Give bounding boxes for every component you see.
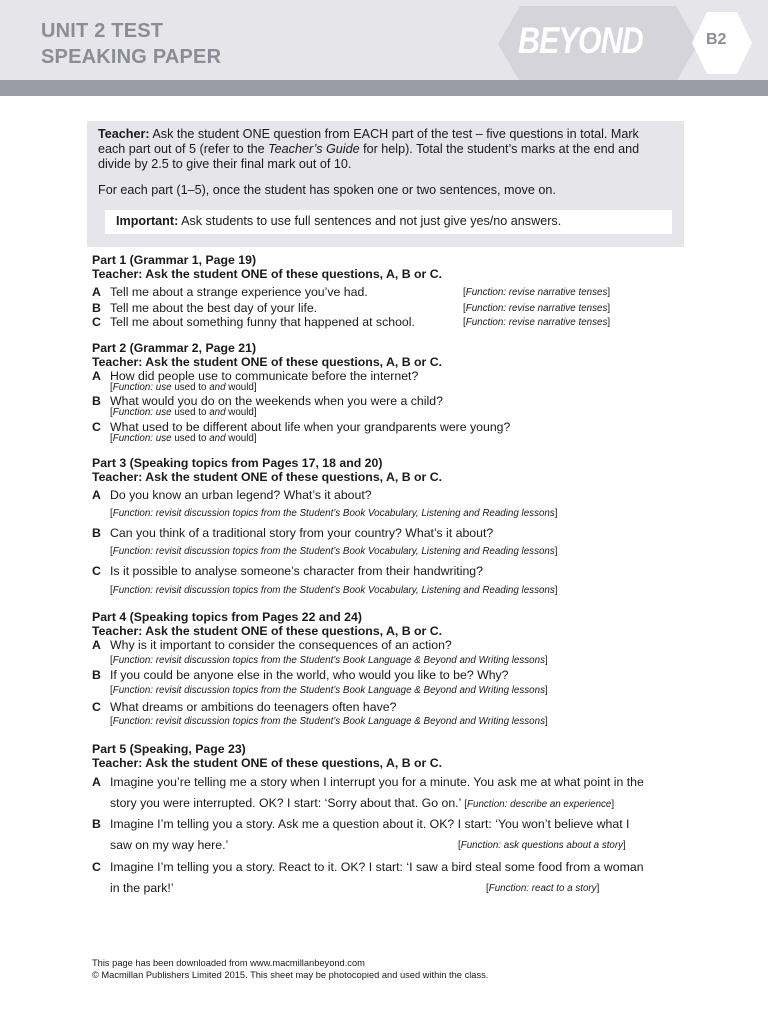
level-badge: B2 [706, 31, 727, 48]
page-header [0, 0, 768, 80]
function-note: [Function: use used to and would] [110, 407, 257, 418]
part-3-instruction: Teacher: Ask the student ONE of these questions, A, B or C. [92, 470, 443, 484]
title-line-1: UNIT 2 TEST [41, 20, 164, 42]
function-note: [Function: revisit discussion topics from the Student’s Book Language & Beyond and Writing lessons] [110, 685, 548, 696]
function-note: [Function: revise narrative tenses] [463, 317, 611, 328]
part-4-heading: Part 4 (Speaking topics from Pages 22 and 24) [92, 610, 362, 624]
header-band [0, 80, 768, 96]
function-note: [Function: revisit discussion topics from the Student’s Book Vocabulary, Listening and Reading lessons] [110, 546, 558, 557]
part-1-heading: Part 1 (Grammar 1, Page 19) [92, 253, 257, 267]
function-note: [Function: revisit discussion topics from the Student’s Book Language & Beyond and Writing lessons] [110, 716, 548, 727]
part-2-instruction: Teacher: Ask the student ONE of these questions, A, B or C. [92, 355, 443, 369]
function-note: [Function: use used to and would] [110, 382, 257, 393]
function-note: [Function: revise narrative tenses] [463, 287, 611, 298]
function-note: [Function: use used to and would] [110, 433, 257, 444]
part-5-heading: Part 5 (Speaking, Page 23) [92, 742, 246, 756]
teacher-instructions-box [87, 121, 684, 247]
function-note: [Function: revisit discussion topics from the Student’s Book Vocabulary, Listening and Reading lessons] [110, 508, 558, 519]
part-4-instruction: Teacher: Ask the student ONE of these questions, A, B or C. [92, 624, 443, 638]
function-note: [Function: revisit discussion topics from the Student’s Book Language & Beyond and Writing lessons] [110, 655, 548, 666]
function-note: [Function: ask questions about a story] [458, 840, 626, 851]
title-line-2: SPEAKING PAPER [41, 46, 222, 68]
part-1-instruction: Teacher: Ask the student ONE of these questions, A, B or C. [92, 267, 443, 281]
footer-download-note: This page has been downloaded from www.macmillanbeyond.com [92, 958, 365, 968]
page-footer [92, 957, 488, 981]
part-3-heading: Part 3 (Speaking topics from Pages 17, 18 and 20) [92, 456, 383, 470]
beyond-logo: BEYOND [518, 20, 643, 61]
part-2-heading: Part 2 (Grammar 2, Page 21) [92, 341, 257, 355]
teacher-intro: Teacher: Ask the student ONE question from EACH part of the test – five questions in total. Mark each part out of 5 (refer to the Teacher’s Guide for help). Total the student’s marks at the end and divide by 2.5 to give their final mark out of 10. [98, 127, 640, 171]
function-note: [Function: revise narrative tenses] [463, 303, 611, 314]
page-title [41, 18, 221, 70]
function-note: [Function: revisit discussion topics from the Student’s Book Vocabulary, Listening and Reading lessons] [110, 585, 558, 596]
function-note: [Function: react to a story] [486, 883, 600, 894]
part-5-instruction: Teacher: Ask the student ONE of these questions, A, B or C. [92, 756, 443, 770]
each-part-note: For each part (1–5), once the student has spoken one or two sentences, move on. [98, 183, 556, 197]
important-note: Important: Ask students to use full sentences and not just give yes/no answers. [105, 210, 672, 234]
footer-copyright: © Macmillan Publishers Limited 2015. This sheet may be photocopied and used within the class. [92, 970, 489, 980]
